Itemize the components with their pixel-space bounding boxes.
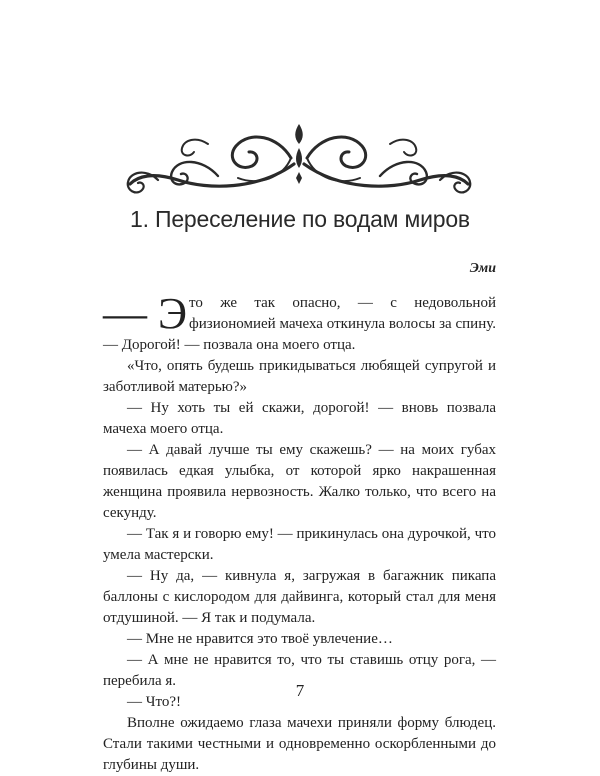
- paragraph: — Ну хоть ты ей скажи, дорогой! — вновь позвала мачеха моего отца.: [103, 400, 496, 437]
- paragraph: — А мне не нравится то, что ты ставишь отцу рога, — перебила я.: [103, 652, 496, 689]
- paragraph: [103, 289, 496, 356]
- chapter-title: 1. Переселение по водам миров: [130, 206, 470, 232]
- drop-cap: — Э: [103, 289, 188, 338]
- paragraph: «Что, опять будешь прикидываться любящей супругой и заботливой матерью?»: [103, 358, 496, 395]
- paragraph: — Мне не нравится это твоё увлечение…: [127, 631, 393, 647]
- narrator-name: Эми: [469, 261, 496, 276]
- paragraph-text: то же так опасно, — с недовольной физиономией мачеха откинула волосы за спину. — Дорогой! — позвала она моего отца.: [103, 295, 496, 353]
- paragraph: — Ну да, — кивнула я, загружая в багажник пикапа баллоны с кислородом для дайвинга, который стал для меня отдушиной. — Я так и подумала.: [103, 568, 496, 626]
- paragraph: — Так я и говорю ему! — прикинулась она дурочкой, что умела мастерски.: [103, 526, 496, 563]
- paragraph: — А давай лучше ты ему скажешь? — на моих губах появилась едкая улыбка, от которой ярко накрашенная женщина проявила нервозность. Жалко только, что всего на секунду.: [103, 442, 496, 521]
- page-number: 7: [295, 681, 305, 700]
- paragraph: Вполне ожидаемо глаза мачехи приняли форму блюдец. Стали такими честными и одновременно оскорбленными до глубины души.: [103, 715, 496, 773]
- body-text: [103, 289, 496, 776]
- paragraph: — Что?!: [127, 694, 182, 710]
- ornament-center-fleur: [295, 124, 303, 144]
- ornament-divider: [118, 118, 480, 208]
